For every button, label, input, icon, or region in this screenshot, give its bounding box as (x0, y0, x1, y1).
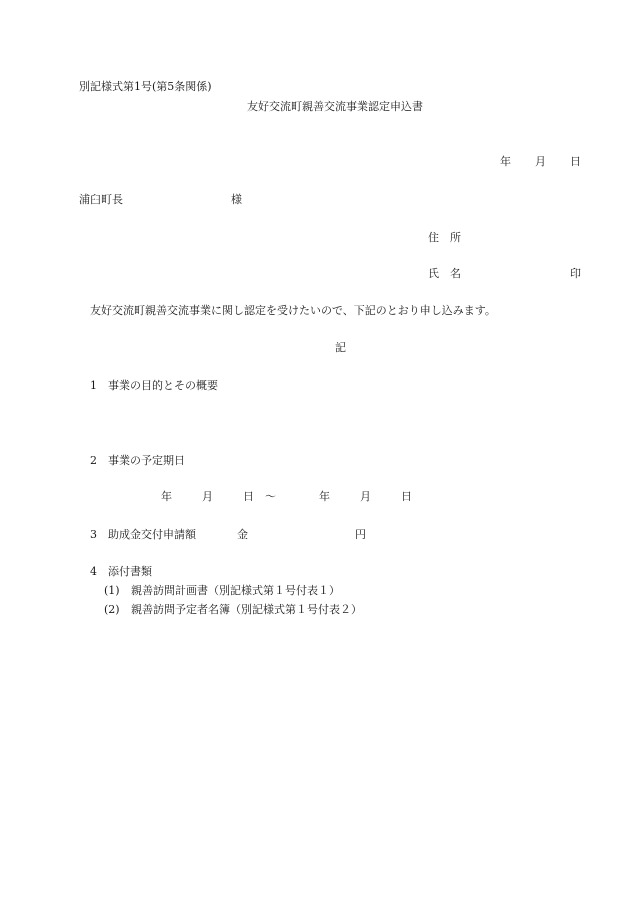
period-end-month: 月 (360, 490, 371, 503)
ki-heading: 記 (335, 341, 346, 354)
item2-number: 2 (90, 454, 97, 467)
item1-label: 事業の目的とその概要 (108, 379, 218, 392)
addressee-honorific: 様 (231, 193, 242, 206)
document-title: 友好交流町親善交流事業認定申込書 (247, 100, 423, 113)
attachment-2-text: 親善訪問予定者名簿（別記様式第１号付表２） (131, 603, 362, 616)
item3-label: 助成金交付申請額 (108, 528, 196, 541)
applicant-name-label: 氏 名 (428, 267, 461, 280)
item1-number: 1 (90, 379, 97, 392)
attachment-1-number: (1) (104, 584, 120, 597)
date-month-label: 月 (535, 155, 546, 168)
date-year-label: 年 (500, 155, 511, 168)
period-start-day: 日 (243, 490, 254, 503)
attachment-1-text: 親善訪問計画書（別記様式第１号付表１） (131, 584, 340, 597)
item4-number: 4 (90, 565, 97, 578)
intro-text: 友好交流町親善交流事業に関し認定を受けたいので、下記のとおり申し込みます。 (90, 304, 496, 317)
item2-label: 事業の予定期日 (108, 454, 185, 467)
item3-kin: 金 (237, 528, 248, 541)
applicant-address-label: 住 所 (428, 231, 461, 244)
attachment-2-number: (2) (104, 603, 120, 616)
period-start-year: 年 (161, 490, 172, 503)
item4-label: 添付書類 (108, 565, 152, 578)
period-end-day: 日 (401, 490, 412, 503)
applicant-seal: 印 (570, 267, 581, 280)
period-start-month: 月 (202, 490, 213, 503)
form-number: 別記様式第1号(第5条関係) (79, 80, 212, 93)
period-tilde: ～ (265, 490, 276, 503)
date-day-label: 日 (570, 155, 581, 168)
addressee-name: 浦臼町長 (79, 193, 123, 206)
item3-yen: 円 (355, 528, 366, 541)
period-end-year: 年 (319, 490, 330, 503)
item3-number: 3 (90, 528, 97, 541)
